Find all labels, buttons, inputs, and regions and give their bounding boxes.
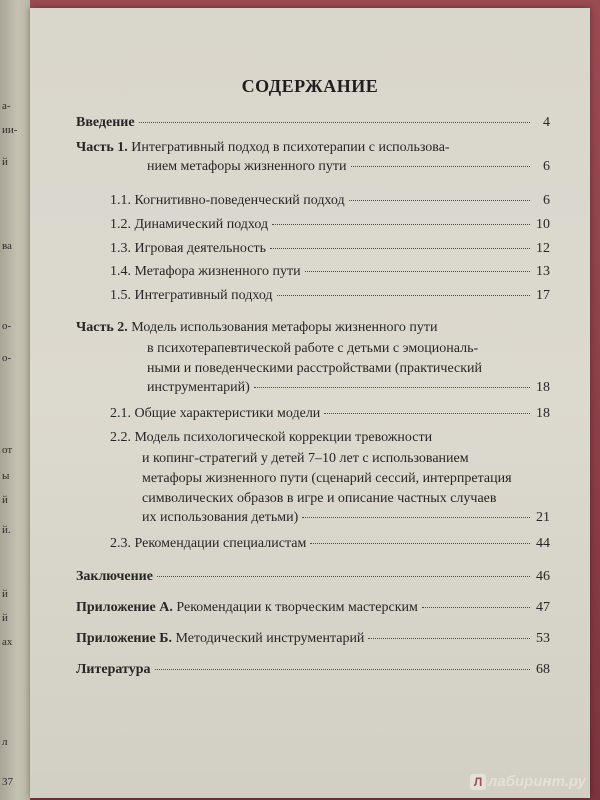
- toc-entry-label: Часть 2. Модель использования метафоры жизненного пути: [76, 320, 438, 335]
- dot-leader: [139, 122, 530, 123]
- toc-entry-part-2: [76, 321, 550, 335]
- left-page-fragment: о-: [2, 320, 12, 332]
- toc-entry-part-2-line: в психотерапевтической работе с детьми с эмоциональ-: [147, 341, 479, 356]
- dot-leader: [349, 200, 530, 201]
- toc-entry-introduction: [76, 116, 550, 130]
- toc-entry-2-2-line: метафоры жизненного пути (сценарий сессий, интерпретация: [142, 471, 512, 486]
- toc-entry-2-2-line: и копинг-стратегий у детей 7–10 лет с использованием: [142, 451, 469, 466]
- toc-page-number: 12: [536, 241, 550, 256]
- toc-entry-part-1-continuation: нием метафоры жизненного пути 6: [147, 159, 550, 174]
- dot-leader: [157, 576, 530, 577]
- toc-page-number: 53: [536, 631, 550, 646]
- adjacent-page-edge: [0, 0, 30, 800]
- toc-entry-label: Часть 1. Интегративный подход в психотерапии с использова-: [76, 140, 450, 155]
- toc-page-number: 21: [536, 510, 550, 525]
- toc-page-number: 4: [543, 115, 550, 130]
- toc-entry-literature: [76, 663, 550, 677]
- dot-leader: [310, 543, 530, 544]
- toc-entry-part-1: [76, 141, 550, 155]
- labirint-logo-icon: Л: [470, 774, 486, 790]
- dot-leader: [302, 517, 530, 518]
- contents-page: [30, 8, 590, 798]
- toc-entry-label: Приложение Б. Методический инструментарий: [76, 631, 365, 646]
- left-page-fragment: 37: [2, 776, 13, 788]
- left-page-fragment: о-: [2, 352, 12, 364]
- watermark-labirint: [470, 773, 586, 790]
- toc-page-number: 46: [536, 569, 550, 584]
- toc-entry-2-2-line: символических образов в игре и описание частных случаев: [142, 491, 497, 506]
- toc-entry-2-1: 2.1. Общие характеристики модели 18: [110, 406, 550, 421]
- toc-entry-label: Введение: [76, 115, 135, 130]
- watermark-text: лабиринт.ру: [488, 773, 586, 790]
- left-page-fragment: ы: [2, 470, 10, 482]
- toc-page-number: 18: [536, 380, 550, 395]
- toc-entry-label: Заключение: [76, 569, 153, 584]
- toc-entry-label: Литература: [76, 662, 151, 677]
- toc-entry-2-3: 2.3. Рекомендации специалистам 44: [110, 536, 550, 551]
- toc-entry-1-1: 1.1. Когнитивно-поведенческий подход 6: [110, 193, 550, 208]
- dot-leader: [270, 248, 530, 249]
- toc-page-number: 6: [543, 193, 550, 208]
- left-page-fragment: й: [2, 588, 8, 600]
- toc-entry-label: Приложение А. Рекомендации к творческим мастерским: [76, 600, 418, 615]
- toc-page-number: 18: [536, 406, 550, 421]
- dot-leader: [422, 607, 530, 608]
- toc-entry-part-2-line: ными и поведенческими расстройствами (практический: [147, 361, 483, 376]
- toc-entry-appendix-b: [76, 632, 550, 646]
- toc-page-number: 47: [536, 600, 550, 615]
- toc-entry-2-2: 2.2. Модель психологической коррекции тревожности: [110, 430, 433, 445]
- toc-page-number: 17: [536, 288, 550, 303]
- left-page-fragment: й.: [2, 524, 11, 536]
- dot-leader: [305, 271, 530, 272]
- left-page-fragment: ии-: [2, 124, 18, 136]
- left-page-fragment: й: [2, 494, 8, 506]
- toc-page-number: 68: [536, 662, 550, 677]
- left-page-fragment: а-: [2, 100, 11, 112]
- toc-entry-2-2-continuation: их использования детьми) 21: [142, 510, 550, 525]
- toc-entry-part-2-continuation: инструментарий) 18: [147, 380, 550, 395]
- left-page-fragment: й: [2, 612, 8, 624]
- left-page-fragment: й: [2, 156, 8, 168]
- dot-leader: [324, 413, 530, 414]
- dot-leader: [155, 669, 531, 670]
- dot-leader: [351, 166, 531, 167]
- dot-leader: [254, 387, 530, 388]
- toc-page-number: 6: [543, 159, 550, 174]
- toc-entry-1-3: 1.3. Игровая деятельность 12: [110, 241, 550, 256]
- left-page-fragment: ва: [2, 240, 12, 252]
- toc-entry-conclusion: [76, 570, 550, 584]
- dot-leader: [368, 638, 530, 639]
- page-title: СОДЕРЖАНИЕ: [241, 76, 379, 96]
- toc-entry-1-5: 1.5. Интегративный подход 17: [110, 288, 550, 303]
- toc-page-number: 10: [536, 217, 550, 232]
- toc-entry-1-2: 1.2. Динамический подход 10: [110, 217, 550, 232]
- dot-leader: [277, 295, 530, 296]
- toc-entry-1-4: 1.4. Метафора жизненного пути 13: [110, 264, 550, 279]
- dot-leader: [272, 224, 530, 225]
- left-page-fragment: ах: [2, 636, 13, 648]
- left-page-fragment: от: [2, 444, 13, 456]
- toc-page-number: 44: [536, 536, 550, 551]
- toc-page-number: 13: [536, 264, 550, 279]
- toc-entry-appendix-a: [76, 601, 550, 615]
- left-page-fragment: л: [2, 736, 8, 748]
